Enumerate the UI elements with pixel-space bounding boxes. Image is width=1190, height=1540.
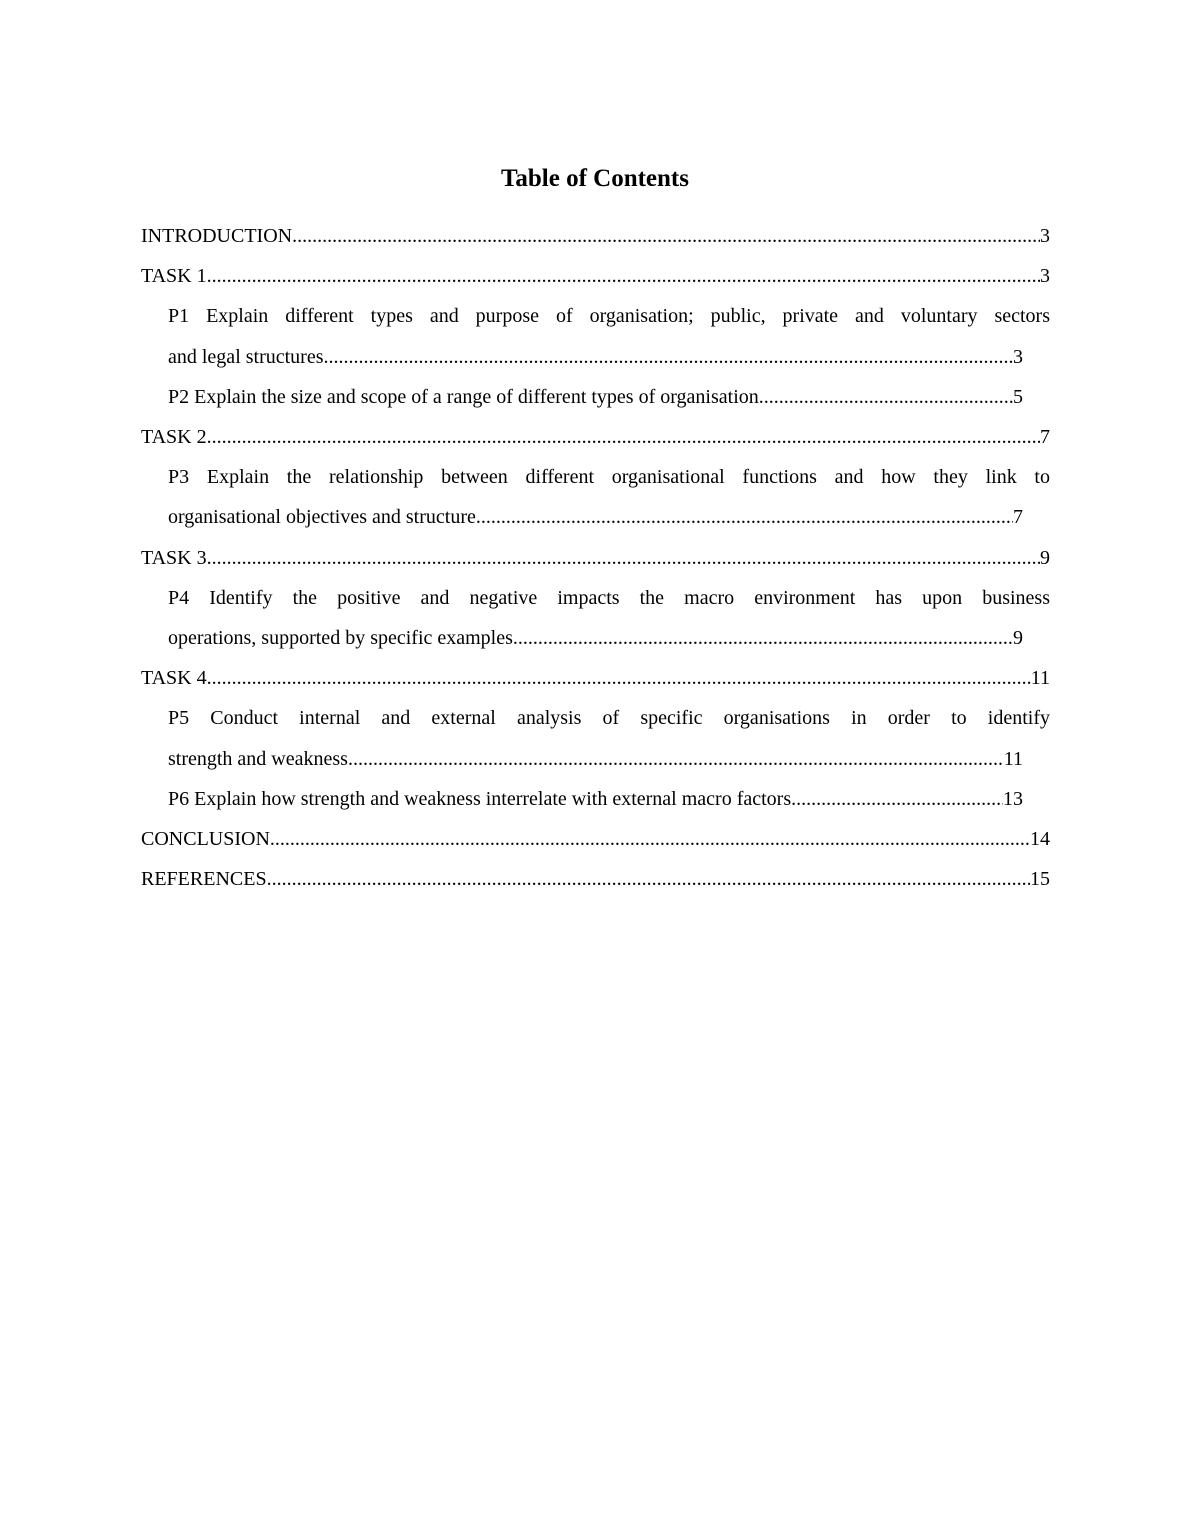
toc-page-number: 3 bbox=[1013, 345, 1023, 368]
toc-entry-label: P2 Explain the size and scope of a range of different types of organisation bbox=[168, 385, 759, 408]
dot-leader bbox=[267, 859, 1030, 899]
toc-entry-p4[interactable] bbox=[168, 578, 1050, 658]
toc-page-number: 5 bbox=[1013, 385, 1023, 408]
toc-entry-p2[interactable] bbox=[168, 377, 1023, 417]
toc-entry-label: TASK 1 bbox=[141, 265, 207, 288]
toc-page-number: 14 bbox=[1030, 828, 1050, 851]
toc-entry-label: P4 Identify the positive and negative impacts the macro environment has upon business bbox=[168, 586, 1050, 609]
dot-leader bbox=[207, 658, 1031, 698]
toc-page-number: 15 bbox=[1030, 868, 1050, 891]
toc-entry-label: CONCLUSION bbox=[141, 828, 270, 851]
toc-entry-p5[interactable] bbox=[168, 698, 1050, 778]
toc-title: Table of Contents bbox=[501, 165, 689, 192]
toc-page-number: 7 bbox=[1040, 426, 1050, 449]
toc-entry-p6[interactable] bbox=[168, 779, 1023, 819]
toc-entry-task-3[interactable] bbox=[141, 538, 1050, 578]
toc-page-number: 11 bbox=[1030, 667, 1050, 690]
toc-list bbox=[141, 216, 1050, 899]
toc-entry-task-1[interactable] bbox=[141, 256, 1050, 296]
toc-entry-label: TASK 2 bbox=[141, 426, 207, 449]
toc-entry-label-continued: organisational objectives and structure bbox=[168, 506, 476, 529]
toc-entry-introduction[interactable] bbox=[141, 216, 1050, 256]
toc-entry-label-continued: operations, supported by specific examples bbox=[168, 627, 513, 650]
toc-entry-continuation bbox=[168, 497, 1023, 537]
toc-entry-continuation bbox=[168, 739, 1023, 779]
toc-entry-label: P5 Conduct internal and external analysis of specific organisations in order to identify bbox=[168, 707, 1050, 730]
toc-entry-p1[interactable] bbox=[168, 296, 1050, 376]
toc-entry-label: INTRODUCTION bbox=[141, 225, 293, 247]
toc-entry-p3[interactable] bbox=[168, 457, 1050, 537]
toc-page-number: 9 bbox=[1040, 546, 1050, 569]
toc-entry-label: TASK 3 bbox=[141, 546, 207, 569]
toc-entry-task-4[interactable] bbox=[141, 658, 1050, 698]
dot-leader bbox=[292, 216, 1040, 256]
toc-page-number: 9 bbox=[1013, 627, 1023, 650]
toc-entry-references[interactable] bbox=[141, 859, 1050, 899]
toc-entry-label: P6 Explain how strength and weakness interrelate with external macro factors bbox=[168, 787, 792, 810]
toc-entry-continuation bbox=[168, 337, 1023, 377]
toc-entry-label: P1 Explain different types and purpose of organisation; public, private and voluntary sectors bbox=[168, 305, 1050, 328]
toc-entry-label: TASK 4 bbox=[141, 667, 207, 690]
toc-entry-label: P3 Explain the relationship between different organisational functions and how they link to bbox=[168, 466, 1050, 489]
dot-leader bbox=[207, 256, 1040, 296]
dot-leader bbox=[759, 377, 1013, 417]
dot-leader bbox=[791, 779, 1003, 819]
toc-entry-label-continued: and legal structures bbox=[168, 345, 324, 368]
toc-page-number: 13 bbox=[1003, 787, 1023, 810]
dot-leader bbox=[348, 739, 1004, 779]
dot-leader bbox=[207, 417, 1040, 457]
toc-page-number: 11 bbox=[1003, 747, 1023, 770]
toc-entry-label-continued: strength and weakness bbox=[168, 747, 348, 770]
toc-entry-label: REFERENCES bbox=[141, 868, 267, 891]
toc-page-number: 3 bbox=[1040, 225, 1050, 247]
dot-leader bbox=[476, 497, 1013, 537]
toc-entry-continuation bbox=[168, 618, 1023, 658]
dot-leader bbox=[270, 819, 1030, 859]
toc-page-number: 3 bbox=[1040, 265, 1050, 288]
dot-leader bbox=[324, 337, 1014, 377]
dot-leader bbox=[513, 618, 1013, 658]
toc-entry-conclusion[interactable] bbox=[141, 819, 1050, 859]
dot-leader bbox=[207, 538, 1040, 578]
toc-entry-task-2[interactable] bbox=[141, 417, 1050, 457]
toc-page-number: 7 bbox=[1013, 506, 1023, 529]
